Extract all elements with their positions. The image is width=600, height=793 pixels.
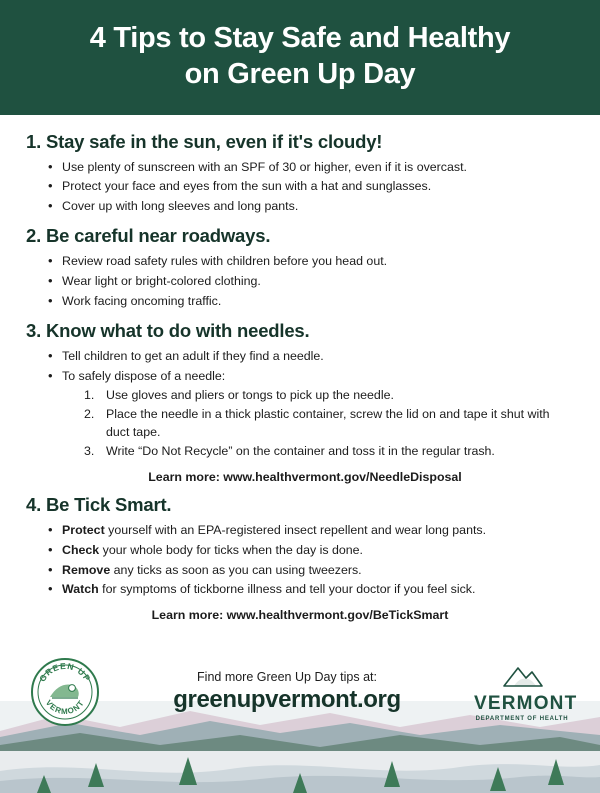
tip-bullets-2 <box>26 252 574 310</box>
tip-heading-3: 3. Know what to do with needles. <box>26 320 310 342</box>
tip-section-4 <box>26 494 574 621</box>
list-item-text: any ticks as soon as you can using tweezers. <box>110 562 362 577</box>
vermont-department-label: DEPARTMENT OF HEALTH <box>475 716 569 722</box>
list-item: • Tell children to get an adult if they find a needle. <box>46 347 574 366</box>
page-footer <box>0 653 600 793</box>
list-item: • Cover up with long sleeves and long pants. <box>46 197 574 216</box>
list-item <box>46 521 574 540</box>
page-title-line1: 4 Tips to Stay Safe and Healthy <box>89 22 511 54</box>
list-item-lead: Watch <box>62 582 99 597</box>
list-item <box>46 561 574 580</box>
vermont-wordmark: VERMONT <box>474 693 578 714</box>
list-item-lead: Remove <box>62 562 111 577</box>
list-item-text: for symptoms of tickborne illness and tell your doctor if you feel sick. <box>98 582 476 597</box>
list-item-text: yourself with an EPA-registered insect repellent and wear long pants. <box>104 523 487 538</box>
list-item: • Protect your face and eyes from the sun with a hat and sunglasses. <box>46 177 574 196</box>
tip-bullets-4 <box>26 521 574 598</box>
list-item-text: your whole body for ticks when the day is done. <box>99 542 363 557</box>
list-item <box>46 367 574 462</box>
tip-section-1 <box>26 131 574 216</box>
learn-more-be-tick-smart[interactable]: Learn more: www.healthvermont.gov/BeTickSmart <box>151 607 449 622</box>
needle-disposal-steps <box>62 387 574 461</box>
page-header <box>0 0 600 115</box>
list-item <box>46 580 574 599</box>
page-title <box>30 20 570 93</box>
tip-bullets-1 <box>26 158 574 216</box>
tip-section-3 <box>26 320 574 484</box>
svg-text:VERMONT: VERMONT <box>43 698 87 717</box>
list-item-lead: Check <box>62 542 100 557</box>
list-item: • Wear light or bright-colored clothing. <box>46 272 574 291</box>
list-item-lead: Protect <box>62 523 105 538</box>
mountain-icon <box>474 662 570 688</box>
list-item <box>46 541 574 560</box>
learn-more-needle-disposal[interactable]: Learn more: www.healthvermont.gov/NeedleDisposal <box>148 470 462 485</box>
list-item: Place the needle in a thick plastic container, screw the lid on and tape it shut with duct tape. <box>106 407 550 440</box>
footer-call-to-action <box>100 670 474 714</box>
list-item: • Work facing oncoming traffic. <box>46 292 574 311</box>
find-more-text: Find more Green Up Day tips at: <box>197 670 377 684</box>
page-title-line2: on Green Up Day <box>184 58 416 91</box>
site-url-link[interactable]: greenupvermont.org <box>173 686 401 713</box>
tip-bullets-3 <box>26 347 574 461</box>
tip-heading-2: 2. Be careful near roadways. <box>26 225 271 247</box>
tips-content <box>0 115 600 654</box>
list-item: • Use plenty of sunscreen with an SPF of 30 or higher, even if it is overcast. <box>46 158 574 177</box>
tip-heading-4: 4. Be Tick Smart. <box>26 494 172 516</box>
footer-top-row <box>0 653 600 729</box>
tip-heading-1: 1. Stay safe in the sun, even if it's cloudy! <box>26 130 383 152</box>
tip-section-2 <box>26 225 574 310</box>
svg-text:GREEN UP: GREEN UP <box>37 660 93 684</box>
list-item: Use gloves and pliers or tongs to pick up the needle. <box>106 388 394 403</box>
green-up-vermont-logo <box>30 657 100 727</box>
green-up-vermont-seal-icon <box>30 657 100 727</box>
list-item: Write “Do Not Recycle” on the container and toss it in the regular trash. <box>106 444 495 459</box>
vermont-health-logo <box>474 662 578 722</box>
list-item-label: To safely dispose of a needle: <box>62 368 226 383</box>
list-item: • Review road safety rules with children before you head out. <box>46 252 574 271</box>
